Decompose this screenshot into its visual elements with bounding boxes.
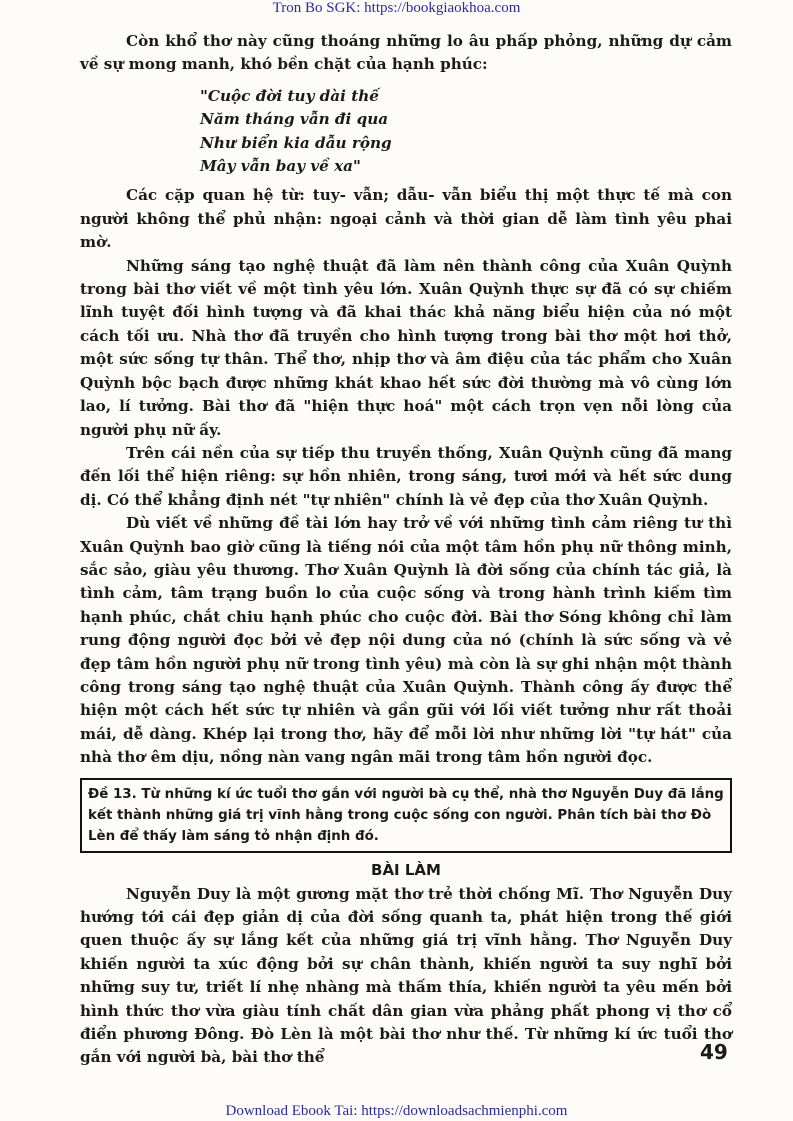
paragraph-1: Còn khổ thơ này cũng thoáng những lo âu phấp phỏng, những dự cảm về sự mong manh, khó bền chặt của hạnh phúc: (80, 32, 732, 74)
page-number: 49 (700, 1040, 728, 1064)
paragraph-6: Nguyễn Duy là một gương mặt thơ trẻ thời chống Mĩ. Thơ Nguyễn Duy hướng tới cái đẹp giản dị của đời sống quanh ta, phát hiện trong thế giới quen thuộc ấy sự lắng kết của những giá trị vĩnh hằng. Thơ Nguyễn Duy khiến người ta xúc động bởi sự chân thành, khiến người ta suy nghĩ bởi những suy tư, triết lí nhẹ nhàng mà thấm thía, khiến người ta yêu mến bởi hình thức thơ vừa giàu tính chất dân gian vừa phảng phất phong vị thơ cổ điển phương Đông. Đò Lèn là một bài thơ như thế. Từ những kí ức tuổi thơ gắn với người bà, bài thơ thể (80, 884, 732, 1067)
poem-line: "Cuộc đời tuy dài thế (200, 86, 379, 105)
poem-excerpt (200, 85, 732, 179)
footer-link[interactable]: Download Ebook Tai: https://downloadsachmienphi.com (225, 1103, 568, 1119)
poem-line: Năm tháng vẫn đi qua (200, 110, 389, 129)
page-content (80, 30, 732, 1070)
paragraph-3: Những sáng tạo nghệ thuật đã làm nên thành công của Xuân Quỳnh trong bài thơ viết về một tình yêu lớn. Xuân Quỳnh thực sự đã có sự chiếm lĩnh tuyệt đối hình tượng và đã khai thác khả năng biểu hiện của nó một cách tối ưu. Nhà thơ đã truyền cho hình tượng trong bài thơ một hơi thở, một sức sống tự thân. Thể thơ, nhịp thơ và âm điệu của tác phẩm cho Xuân Quỳnh bộc bạch được những khát khao hết sức đời thường mà vô cùng lớn lao, lí tưởng. Bài thơ đã "hiện thực hoá" một cách trọn vẹn nỗi lòng của người phụ nữ ấy. (80, 256, 732, 439)
essay-topic-box: Đề 13. Từ những kí ức tuổi thơ gắn với người bà cụ thể, nhà thơ Nguyễn Duy đã lắng kết thành những giá trị vĩnh hằng trong cuộc sống con người. Phân tích bài thơ Đò Lèn để thấy làm sáng tỏ nhận định đó. (80, 778, 732, 853)
header-link[interactable]: Tron Bo SGK: https://bookgiaokhoa.com (272, 0, 521, 16)
paragraph-2: Các cặp quan hệ từ: tuy- vẫn; dẫu- vẫn biểu thị một thực tế mà con người không thể phủ nhận: ngoại cảnh và thời gian dễ làm tình yêu phai mờ. (80, 186, 732, 252)
poem-line: Như biển kia dẫu rộng (200, 133, 392, 152)
paragraph-5: Dù viết về những đề tài lớn hay trở về với những tình cảm riêng tư thì Xuân Quỳnh bao giờ cũng là tiếng nói của một tâm hồn phụ nữ thông minh, sắc sảo, giàu yêu thương. Thơ Xuân Quỳnh là đời sống của chính tác giả, là tình cảm, tâm trạng buồn lo của cuộc sống và trong hành trình kiếm tìm hạnh phúc, chắt chiu hạnh phúc cho cuộc đời. Bài thơ Sóng không chỉ làm rung động người đọc bởi vẻ đẹp nội dung của nó (chính là sức sống và vẻ đẹp tâm hồn người phụ nữ trong tình yêu) mà còn là sự ghi nhận một thành công trong sáng tạo nghệ thuật của Xuân Quỳnh. Thành công ấy được thể hiện một cách hết sức tự nhiên và gần gũi với lối viết tưởng như rất thoải mái, dễ dàng. Khép lại trong thơ, hãy để mỗi lời như những lời "tự hát" của nhà thơ êm dịu, nồng nàn vang ngân mãi trong tâm hồn người đọc. (80, 514, 732, 767)
poem-line: Mây vẫn bay về xa" (200, 157, 361, 176)
section-heading: BÀI LÀM (371, 860, 441, 879)
paragraph-4: Trên cái nền của sự tiếp thu truyền thống, Xuân Quỳnh cũng đã mang đến lối thể hiện riêng: sự hồn nhiên, trong sáng, tươi mới và hết sức dung dị. Có thể khẳng định nét "tự nhiên" chính là vẻ đẹp của thơ Xuân Quỳnh. (80, 443, 732, 509)
